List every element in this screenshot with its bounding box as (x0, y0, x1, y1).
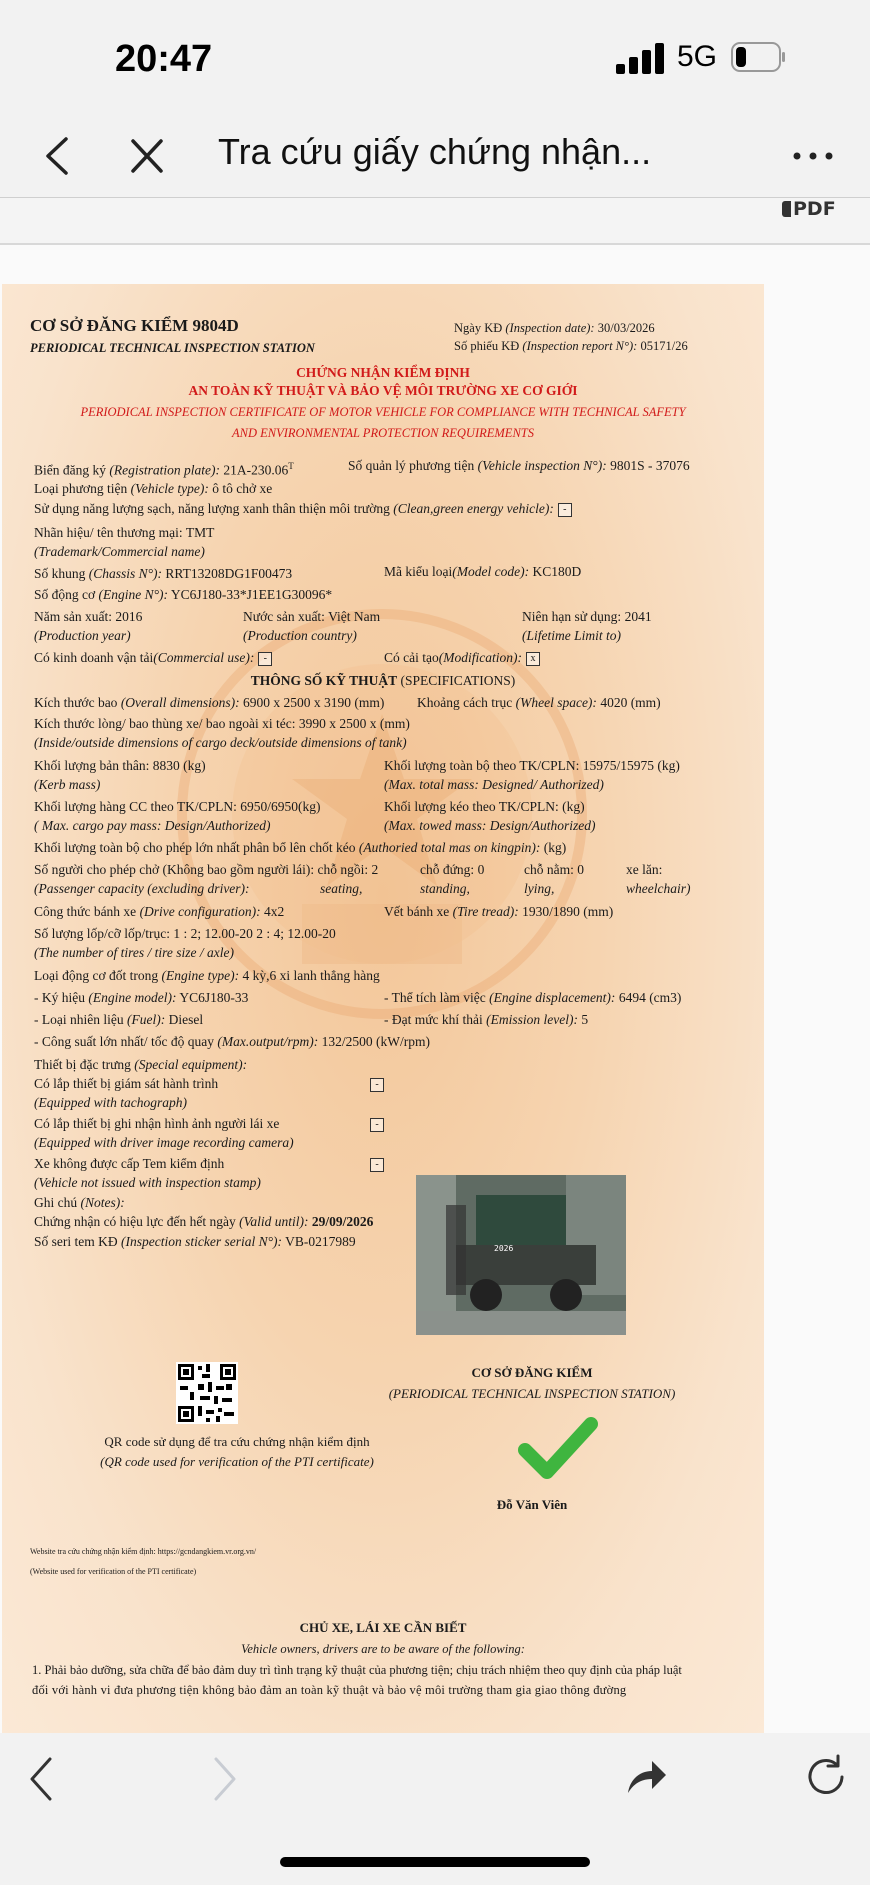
photo-timestamp: 2026 (494, 1244, 514, 1253)
forward-arrow-icon[interactable] (210, 1755, 240, 1803)
commercial-use: Có kinh doanh vận tải(Commercial use): - (34, 650, 272, 666)
more-icon[interactable] (790, 139, 836, 173)
pdf-toolbar (0, 198, 870, 245)
kerb-mass: Khối lượng bản thân: 8830 (kg) (34, 758, 206, 773)
kerb-mass-en: (Kerb mass) (34, 777, 101, 792)
registration-plate: Biển đăng ký (Registration plate): $21A-230.06^T$ (34, 461, 294, 478)
vehicle-photo (416, 1175, 626, 1335)
trademark: Nhãn hiệu/ tên thương mại: TMT (34, 525, 215, 540)
overall-dimensions: Kích thước bao (Overall dimensions): 6900 x 2500 x 3190 (mm) (34, 695, 385, 710)
specifications-title: THÔNG SỐ KỸ THUẬT (SPECIFICATIONS) (250, 673, 516, 688)
production-country: Nước sản xuất: Việt Nam (243, 609, 381, 624)
back-arrow-icon[interactable] (26, 1755, 56, 1803)
cargo-mass-en: ( Max. cargo pay mass: Design/Authorized) (34, 818, 271, 833)
qr-code-icon (176, 1362, 238, 1424)
driver-camera-value: - (366, 1116, 384, 1132)
certificate-subtitle: AN TOÀN KỸ THUẬT VÀ BẢO VỆ MÔI TRƯỜNG XE CƠ GIỚI (188, 383, 578, 398)
status-time: 20:47 (115, 38, 213, 80)
tires-en: (The number of tires / tire size / axle) (34, 945, 234, 960)
signature-station-en: (PERIODICAL TECHNICAL INSPECTION STATION) (388, 1386, 676, 1401)
back-icon[interactable] (40, 135, 74, 177)
qr-caption: QR code sử dụng để tra cứu chứng nhận kiểm định (104, 1434, 370, 1449)
certificate-document (2, 284, 764, 1733)
fuel: - Loại nhiên liệu (Fuel): Diesel (34, 1012, 204, 1027)
passenger-capacity-en: (Passenger capacity (excluding driver): (34, 881, 250, 896)
lifetime-limit: Niên hạn sử dụng: 2041 (522, 609, 652, 624)
inside-dimensions: Kích thước lòng/ bao thùng xe/ bao ngoài xi téc: 3990 x 2500 x (mm) (34, 716, 410, 731)
clean-energy: Sử dụng năng lượng sạch, năng lượng xanh thân thiện môi trường (Clean,green energy vehicle): - (34, 501, 572, 517)
tachograph: Có lắp thiết bị giám sát hành trình (34, 1076, 219, 1091)
share-icon[interactable] (624, 1757, 668, 1797)
signal-icon (616, 42, 666, 74)
towed-mass-en: (Max. towed mass: Design/Authorized) (384, 818, 596, 833)
wheel-space: Khoảng cách trục (Wheel space): 4020 (mm) (417, 695, 661, 710)
truck-image (416, 1175, 626, 1335)
wheelchair-capacity: xe lăn: (626, 862, 663, 877)
station-name-en: PERIODICAL TECHNICAL INSPECTION STATION (30, 341, 315, 355)
vehicle-inspection-number: Số quản lý phương tiện (Vehicle inspection N°): 9801S - 37076 (348, 458, 690, 473)
no-stamp-value: - (366, 1156, 384, 1172)
inspection-date: Ngày KĐ (Inspection date): 30/03/2026 (454, 321, 655, 335)
wheelchair-en: wheelchair) (626, 881, 691, 896)
bottom-toolbar (0, 1733, 870, 1885)
production-country-en: (Production country) (243, 628, 357, 643)
cargo-mass: Khối lượng hàng CC theo TK/CPLN: 6950/6950(kg) (34, 799, 321, 814)
sticker-serial: Số seri tem KĐ (Inspection sticker serial N°): VB-0217989 (34, 1234, 356, 1249)
production-year: Năm sản xuất: 2016 (34, 609, 143, 624)
max-output: - Công suất lớn nhất/ tốc độ quay (Max.output/rpm): 132/2500 (kW/rpm) (34, 1034, 430, 1049)
towed-mass: Khối lượng kéo theo TK/CPLN: (kg) (384, 799, 585, 814)
model-code: Mã kiểu loại(Model code): KC180D (384, 564, 582, 579)
driver-camera-en: (Equipped with driver image recording camera) (34, 1135, 294, 1150)
certificate-title-en-2: AND ENVIRONMENTAL PROTECTION REQUIREMENTS (232, 426, 534, 440)
engine-type: Loại động cơ đốt trong (Engine type): 4 kỳ,6 xi lanh thẳng hàng (34, 968, 380, 983)
verified-check-icon (517, 1414, 599, 1484)
chassis-number: Số khung (Chassis N°): RRT13208DG1F00473 (34, 566, 293, 581)
home-indicator[interactable] (280, 1857, 590, 1867)
inside-dimensions-en: (Inside/outside dimensions of cargo deck/outside dimensions of tank) (34, 735, 407, 750)
production-year-en: (Production year) (34, 628, 131, 643)
standing-en: standing, (420, 881, 470, 896)
seating-en: seating, (320, 881, 363, 896)
lying-capacity: chỗ nằm: 0 (524, 862, 584, 877)
network-label: 5G (677, 40, 718, 73)
close-icon[interactable] (128, 135, 166, 177)
tire-tread: Vết bánh xe (Tire tread): 1930/1890 (mm) (384, 904, 614, 919)
no-stamp-en: (Vehicle not issued with inspection stamp) (34, 1175, 261, 1190)
status-bar (0, 0, 870, 115)
driver-camera: Có lắp thiết bị ghi nhận hình ảnh người lái xe (34, 1116, 280, 1131)
passenger-capacity: Số người cho phép chở (Không bao gồm người lái): chỗ ngồi: 2 (34, 862, 379, 877)
drive-configuration: Công thức bánh xe (Drive configuration): 4x2 (34, 904, 285, 919)
website-en: (Website used for verification of the PTI certificate) (30, 1567, 197, 1576)
vehicle-type: Loại phương tiện (Vehicle type): ô tô chở xe (34, 481, 273, 496)
owners-title-en: Vehicle owners, drivers are to be aware of the following: (241, 1642, 525, 1656)
emission-level: - Đạt mức khí thải (Emission level): 5 (384, 1012, 589, 1027)
reload-icon[interactable] (802, 1753, 850, 1801)
report-number: Số phiếu KĐ (Inspection report N°): 05171/26 (454, 339, 688, 353)
qr-caption-en: (QR code used for verification of the PTI certificate) (100, 1454, 374, 1469)
owners-title: CHỦ XE, LÁI XE CẦN BIẾT (299, 1620, 467, 1635)
certificate-title-en: PERIODICAL INSPECTION CERTIFICATE OF MOTOR VEHICLE FOR COMPLIANCE WITH TECHNICAL SAFETY (80, 405, 686, 419)
trademark-en: (Trademark/Commercial name) (34, 544, 205, 559)
engine-model: - Ký hiệu (Engine model): YC6J180-33 (34, 990, 249, 1005)
engine-number: Số động cơ (Engine N°): YC6J180-33*J1EE1G30096* (34, 587, 333, 602)
special-equipment: Thiết bị đặc trưng (Special equipment): (34, 1057, 248, 1072)
no-stamp: Xe không được cấp Tem kiểm định (34, 1156, 225, 1171)
rule-1-line-1: 1. Phải bảo dưỡng, sửa chữa để bảo đảm duy trì tình trạng kỹ thuật của phương tiện; chịu trách nhiệm theo quy định của pháp luật (32, 1663, 682, 1677)
modification: Có cải tạo(Modification): x (384, 650, 540, 666)
standing-capacity: chỗ đứng: 0 (420, 862, 485, 877)
pdf-viewer[interactable] (0, 198, 870, 1733)
battery-icon (731, 42, 787, 72)
website: Website tra cứu chứng nhận kiểm định: https://gcndangkiem.vr.org.vn/ (30, 1547, 257, 1556)
kingpin-mass: Khối lượng toàn bộ cho phép lớn nhất phân bổ lên chốt kéo (Authoried total mas on kingpin): (kg) (34, 840, 567, 855)
page-title: Tra cứu giấy chứng nhận... (218, 131, 652, 172)
engine-displacement: - Thể tích làm việc (Engine displacement): 6494 (cm3) (384, 990, 682, 1005)
lifetime-limit-en: (Lifetime Limit to) (522, 628, 621, 643)
certificate-title: CHỨNG NHẬN KIỂM ĐỊNH (296, 365, 470, 380)
max-total-mass-en: (Max. total mass: Designed/ Authorized) (384, 777, 604, 792)
tachograph-en: (Equipped with tachograph) (34, 1095, 187, 1110)
signer-name: Đỗ Văn Viên (496, 1497, 568, 1512)
pdf-label[interactable]: PDF (782, 198, 836, 220)
station-name: CƠ SỞ ĐĂNG KIỂM 9804D (30, 316, 239, 335)
navigation-bar (0, 115, 870, 198)
rule-1-line-2: đối với hành vi đưa phương tiện không bảo đảm an toàn kỹ thuật và bảo vệ môi trường tham gia giao thông đường (32, 1683, 627, 1697)
tachograph-value: - (366, 1076, 384, 1092)
signature-station: CƠ SỞ ĐĂNG KIỂM (471, 1365, 593, 1380)
tires: Số lượng lốp/cỡ lốp/trục: 1 : 2; 12.00-20 2 : 4; 12.00-20 (34, 926, 336, 941)
max-total-mass: Khối lượng toàn bộ theo TK/CPLN: 15975/15975 (kg) (384, 758, 680, 773)
notes: Ghi chú (Notes): (34, 1195, 125, 1210)
valid-until: Chứng nhận có hiệu lực đến hết ngày (Valid until): 29/09/2026 (34, 1214, 374, 1229)
lying-en: lying, (524, 881, 555, 896)
